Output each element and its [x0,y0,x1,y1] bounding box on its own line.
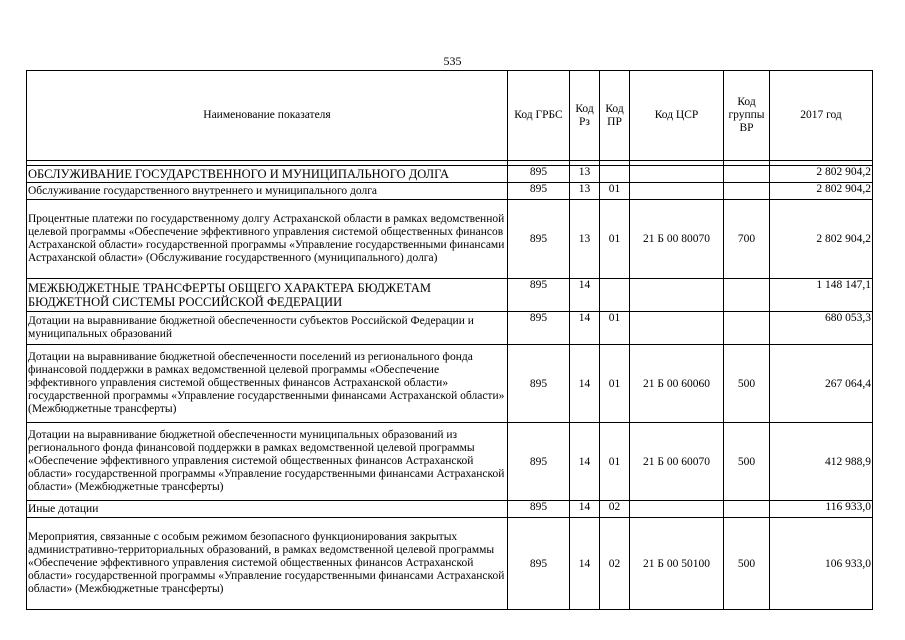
table-row [27,518,873,610]
table-row [27,279,873,312]
row-grbs: 895 [508,312,570,345]
row-rz: 13 [570,200,600,279]
row-name: Дотации на выравнивание бюджетной обеспеченности муниципальных образований из регионального фонда финансовой поддержки в рамках ведомственной целевой программы «Обеспечение эффективного управления системой общественных финансов Астраханской области» государственной программы «Управление государственными финансами Астраханской области» (Межбюджетные трансферты) [27,423,508,501]
row-grbs: 895 [508,345,570,423]
row-pr: 02 [600,501,630,518]
row-vr: 500 [724,518,770,610]
row-amount: 2 802 904,2 [770,183,873,200]
row-vr [724,312,770,345]
row-name: Обслуживание государственного внутреннего и муниципального долга [27,183,508,200]
row-csr [630,166,724,183]
row-rz: 13 [570,166,600,183]
row-pr [600,166,630,183]
row-pr: 01 [600,183,630,200]
header-vr: Код группы ВР [724,71,770,161]
row-vr: 500 [724,345,770,423]
row-amount: 2 802 904,2 [770,166,873,183]
row-csr [630,501,724,518]
row-csr: 21 Б 00 50100 [630,518,724,610]
table-row [27,501,873,518]
row-name: ОБСЛУЖИВАНИЕ ГОСУДАРСТВЕННОГО И МУНИЦИПАЛЬНОГО ДОЛГА [27,166,508,183]
row-rz: 14 [570,423,600,501]
row-vr [724,279,770,312]
header-year: 2017 год [770,71,873,161]
row-grbs: 895 [508,518,570,610]
header-name: Наименование показателя [27,71,508,161]
row-pr: 02 [600,518,630,610]
budget-table [26,70,873,610]
row-name: Процентные платежи по государственному долгу Астраханской области в рамках ведомственной целевой программы «Обеспечение эффективного управления системой общественных финансов Астраханской области» государственной программы «Управление государственными финансами Астраханской области» (Обслуживание государственного (муниципального) долга) [27,200,508,279]
row-name: Иные дотации [27,501,508,518]
header-rz: Код Рз [570,71,600,161]
page-number: 535 [443,54,462,68]
table-row [27,183,873,200]
row-rz: 14 [570,501,600,518]
header-row [27,71,873,161]
row-vr [724,501,770,518]
row-vr [724,166,770,183]
row-rz: 14 [570,279,600,312]
row-rz: 13 [570,183,600,200]
row-pr: 01 [600,200,630,279]
row-name: Дотации на выравнивание бюджетной обеспеченности субъектов Российской Федерации и муниципальных образований [27,312,508,345]
row-amount: 680 053,3 [770,312,873,345]
row-amount: 1 148 147,1 [770,279,873,312]
table-row [27,345,873,423]
table-row [27,423,873,501]
row-pr [600,279,630,312]
header-grbs: Код ГРБС [508,71,570,161]
row-vr: 700 [724,200,770,279]
row-pr: 01 [600,423,630,501]
row-csr [630,279,724,312]
row-rz: 14 [570,518,600,610]
row-amount: 2 802 904,2 [770,200,873,279]
row-csr: 21 Б 00 60070 [630,423,724,501]
table-row [27,312,873,345]
row-csr [630,312,724,345]
row-csr: 21 Б 00 60060 [630,345,724,423]
row-amount: 412 988,9 [770,423,873,501]
row-amount: 106 933,0 [770,518,873,610]
table-row [27,200,873,279]
row-amount: 267 064,4 [770,345,873,423]
row-name: Дотации на выравнивание бюджетной обеспеченности поселений из регионального фонда финансовой поддержки в рамках ведомственной целевой программы «Обеспечение эффективного управления системой общественных финансов Астраханской области» государственной программы «Управление государственными финансами Астраханской области» (Межбюджетные трансферты) [27,345,508,423]
row-grbs: 895 [508,166,570,183]
row-name: МЕЖБЮДЖЕТНЫЕ ТРАНСФЕРТЫ ОБЩЕГО ХАРАКТЕРА БЮДЖЕТАМ БЮДЖЕТНОЙ СИСТЕМЫ РОССИЙСКОЙ ФЕДЕРАЦИИ [27,279,508,312]
row-grbs: 895 [508,200,570,279]
row-amount: 116 933,0 [770,501,873,518]
row-rz: 14 [570,312,600,345]
row-vr [724,183,770,200]
row-pr: 01 [600,345,630,423]
row-csr [630,183,724,200]
row-name: Мероприятия, связанные с особым режимом безопасного функционирования закрытых административно-территориальных образований, в рамках ведомственной целевой программы «Обеспечение эффективного управления системой общественных финансов Астраханской области» государственной программы «Управление государственными финансами Астраханской области» (Межбюджетные трансферты) [27,518,508,610]
row-grbs: 895 [508,423,570,501]
row-rz: 14 [570,345,600,423]
row-grbs: 895 [508,183,570,200]
row-grbs: 895 [508,501,570,518]
row-vr: 500 [724,423,770,501]
header-pr: Код ПР [600,71,630,161]
row-grbs: 895 [508,279,570,312]
row-pr: 01 [600,312,630,345]
row-csr: 21 Б 00 80070 [630,200,724,279]
table-row [27,166,873,183]
header-csr: Код ЦСР [630,71,724,161]
